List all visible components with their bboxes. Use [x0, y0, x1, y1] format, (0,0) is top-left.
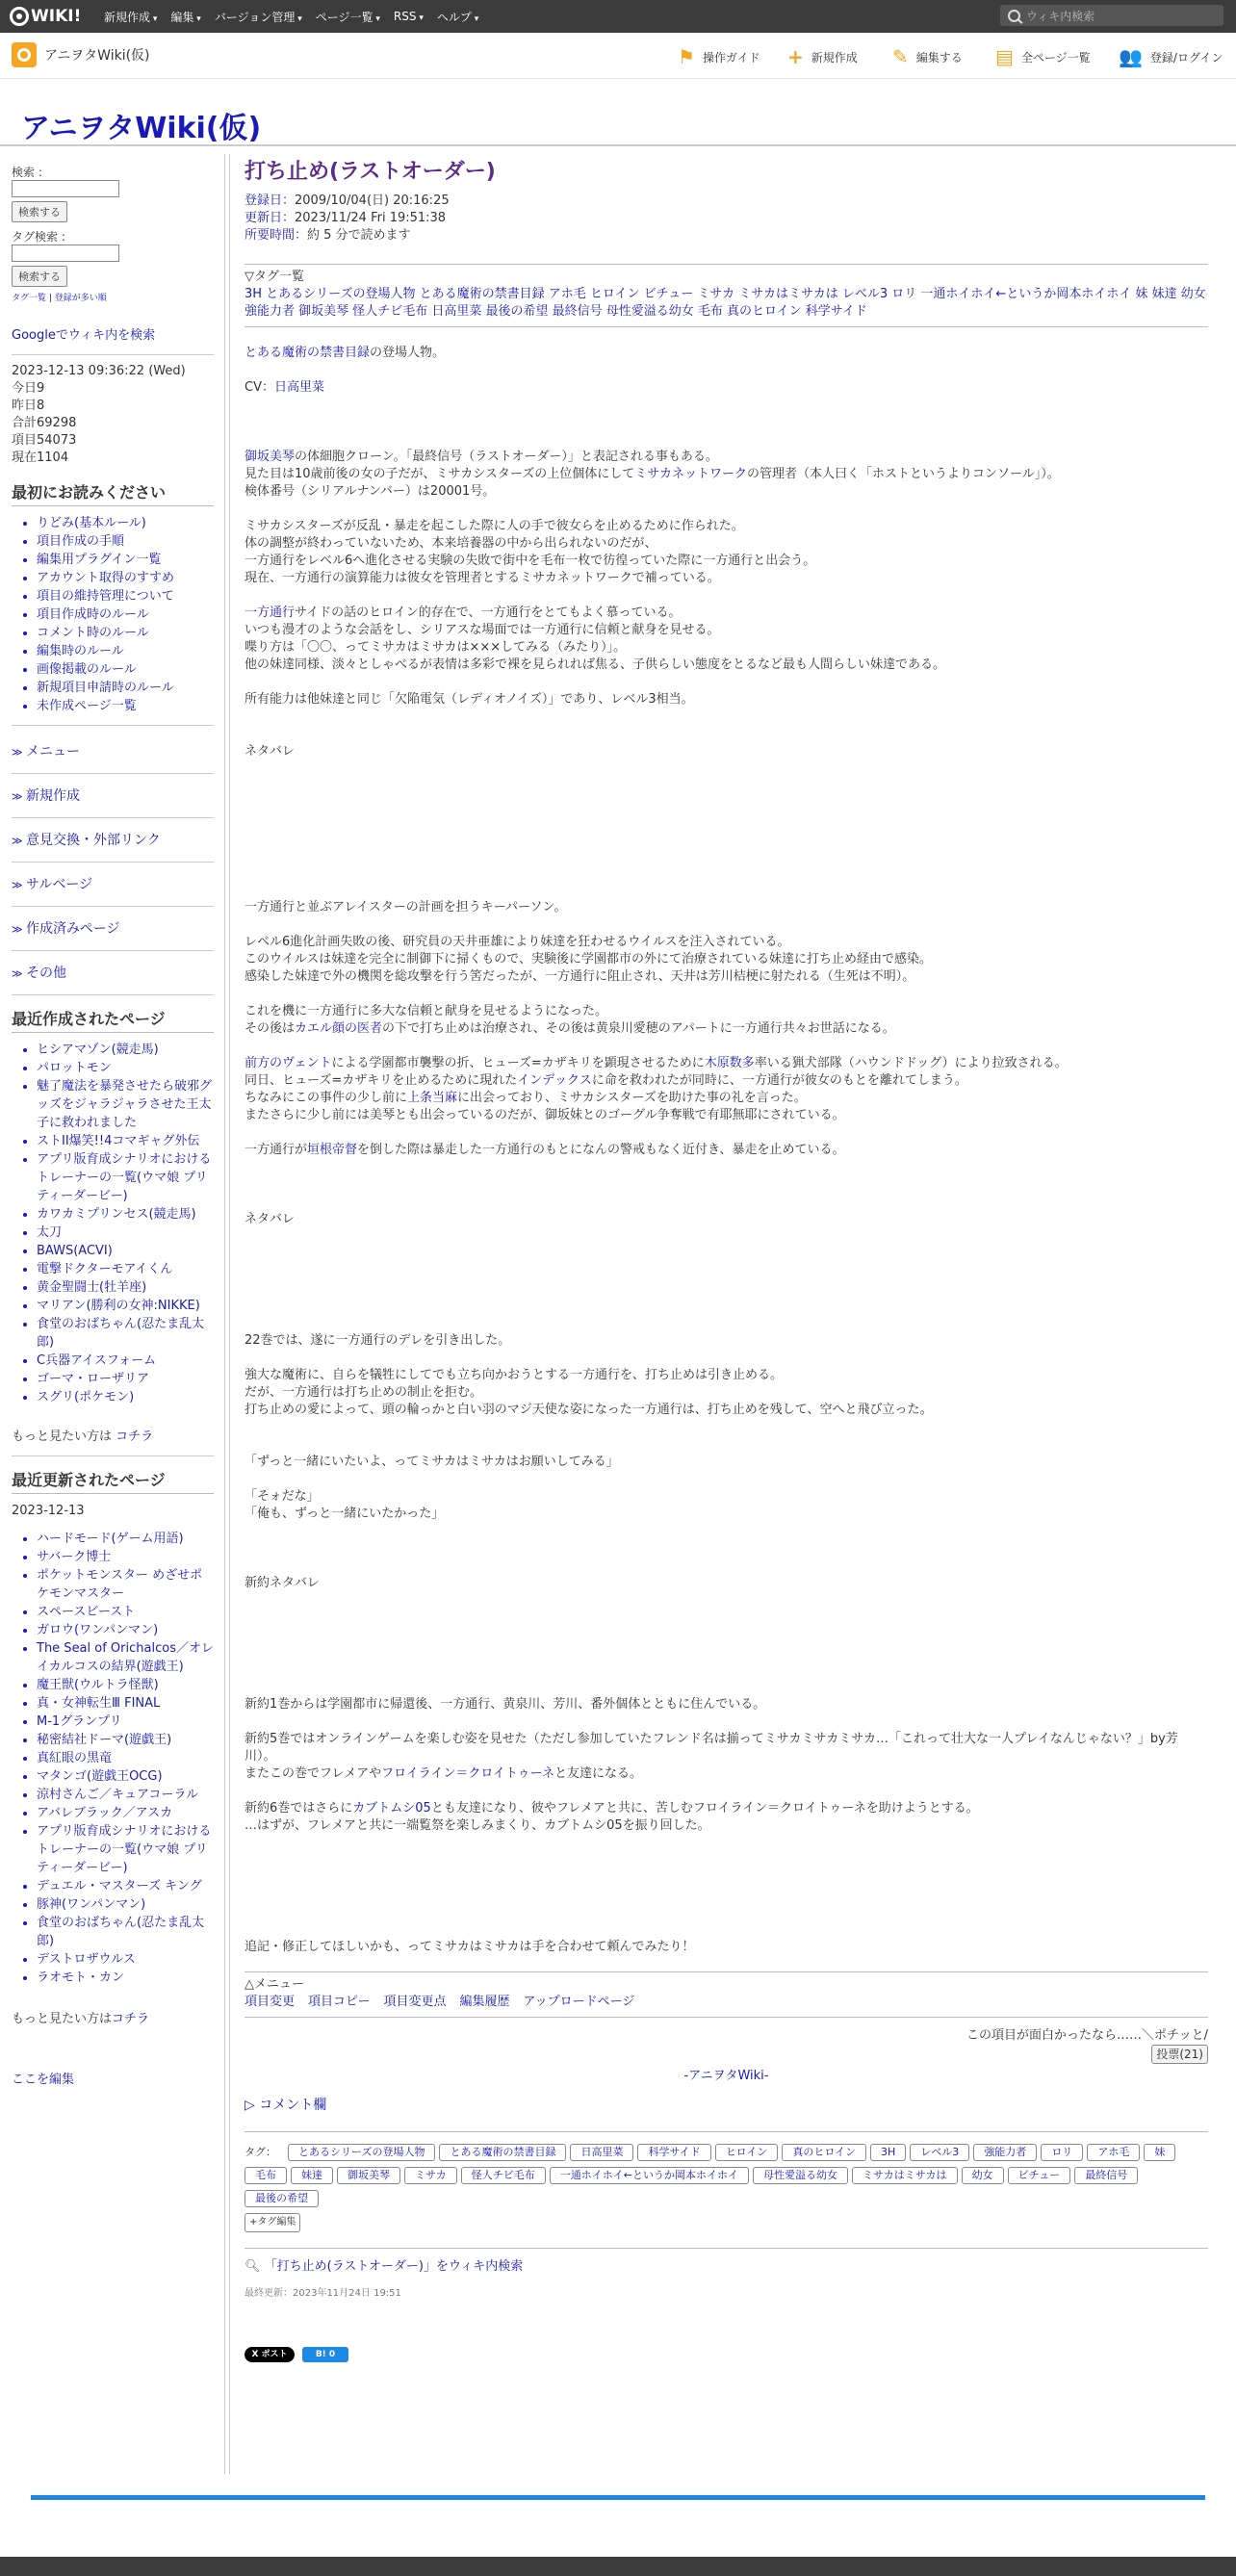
text-line: とも友達になり、彼やフレメアと共に、苦しむフロイライン＝クロイトゥーネを助けようとする。: [430, 1801, 979, 1816]
list-item[interactable]: • ハードモード(ゲーム用語): [37, 1530, 214, 1548]
footer-bar: [0, 2557, 1236, 2576]
quote: 「俺も、ずっと一緒にいたかった」: [245, 1507, 445, 1521]
text-line: 新約6巻ではさらに: [245, 1801, 353, 1816]
more-label: もっと見たい方は: [12, 2012, 113, 2026]
vote-text: この項目が面白かったなら……＼ポチッと/: [966, 2028, 1208, 2043]
share-buttons: [245, 2347, 1208, 2362]
x-share-button[interactable]: X ポスト: [245, 2347, 295, 2362]
pencil-icon: ✎: [892, 45, 909, 68]
list-item[interactable]: • サバーク博士: [37, 1548, 214, 1566]
paragraph: [245, 1003, 1208, 1038]
more-link[interactable]: コチラ: [116, 1430, 154, 1444]
list-item[interactable]: • M-1グランプリ: [37, 1713, 214, 1731]
tags-label: タグ：: [245, 2146, 276, 2158]
tag-button[interactable]: 妹: [1144, 2144, 1175, 2161]
menu-toggle[interactable]: △メニュー: [245, 1977, 304, 1992]
list-item[interactable]: • デュエル・マスターズ キング: [37, 1877, 214, 1895]
recent-created-list: [12, 1041, 214, 1406]
network-link[interactable]: ミサカネットワーク: [634, 467, 747, 481]
spoiler-label: ネタバレ: [245, 1212, 295, 1226]
freuline-link[interactable]: フロイライン＝クロイトゥーネ: [381, 1766, 554, 1781]
list-item[interactable]: • ゴーマ・ローザリア: [37, 1370, 214, 1388]
list-item[interactable]: • The Seal of Orichalcos／オレイカルコスの結界(遊戯王): [37, 1639, 214, 1676]
list-item[interactable]: • ラオモト・カン: [37, 1969, 214, 1987]
text-line: 22巻では、遂に一方通行のデレを引き出した。: [245, 1333, 511, 1348]
list-item[interactable]: • 太刀: [37, 1224, 214, 1242]
time-label[interactable]: 所要時間: [245, 228, 296, 243]
edit-button[interactable]: [892, 45, 963, 68]
page-title[interactable]: 打ち止め(ラストオーダー): [245, 160, 496, 184]
first-read-list: [12, 514, 214, 715]
tag-button[interactable]: 真のヒロイン: [782, 2144, 866, 2161]
tag-button[interactable]: 一通ホイホイ←というか岡本ホイホイ: [550, 2167, 749, 2184]
diff-link[interactable]: 項目変更点: [383, 1995, 447, 2009]
nav-version[interactable]: バージョン管理 ▾: [215, 9, 302, 25]
recent-created-heading: 最近作成されたページ: [12, 1007, 214, 1033]
tag-button[interactable]: 日高里菜: [570, 2144, 633, 2161]
reg-value: ：2009/10/04(日) 20:16:25: [282, 193, 450, 208]
list-item[interactable]: • ヒシアマゾン(競走馬): [37, 1041, 214, 1059]
tag-button[interactable]: 科学サイド: [637, 2144, 710, 2161]
upd-value: ：2023/11/24 Fri 19:51:38: [282, 211, 447, 225]
list-item[interactable]: • パロットモン: [37, 1059, 214, 1077]
cv-link[interactable]: 日高里菜: [273, 380, 324, 395]
site-title[interactable]: アニヲタWiki(仮): [21, 112, 262, 145]
list-item[interactable]: • 項目作成時のルール: [37, 605, 214, 624]
all-pages-button[interactable]: [995, 45, 1091, 68]
paragraph: [245, 1055, 1208, 1124]
text-line: またさらに少し前には美琴とも出会っているのだが、御坂妹とのゴーグル争奪戦で有耶無耶にされている。: [245, 1108, 845, 1122]
main-content: [245, 160, 1208, 2362]
top-nav: [104, 0, 492, 33]
comment-link[interactable]: ▷ コメント欄: [245, 2098, 327, 2113]
flag-icon: ⚑: [678, 45, 695, 68]
counter-items: 項目54073: [12, 433, 77, 448]
reg-label[interactable]: 登録日: [245, 193, 283, 208]
misaka-link[interactable]: 御坂美琴: [245, 450, 296, 464]
spoiler-label: 新約ネタバレ: [245, 1576, 320, 1590]
paragraph: [245, 1800, 1208, 1835]
counter-now: 現在1104: [12, 451, 69, 465]
text-line: 所有能力は他妹達と同じ「欠陥電気（レディオノイズ）」であり、レベル3相当。: [245, 692, 694, 707]
text-line: 他の妹達同様、淡々としゃべるが表情は多彩で裸を見られれば焦る、子供らしい態度をとるなど最も人間らしい妹達である。: [245, 657, 946, 672]
footer-line: [31, 2495, 1205, 2500]
history-link[interactable]: 編集履歴: [459, 1995, 510, 2009]
list-item[interactable]: • ガロウ(ワンパンマン): [37, 1621, 214, 1639]
kakine-link[interactable]: 垣根帝督: [307, 1143, 358, 1157]
login-label: 登録/ログイン: [1149, 50, 1223, 64]
text-line: またこの巻でフレメアや: [245, 1766, 382, 1781]
tag-edit-button[interactable]: +タグ編集: [245, 2213, 300, 2232]
item-links: [245, 1994, 1208, 2011]
more-updated: [12, 2008, 214, 2026]
doctor-link[interactable]: カエル顔の医者: [295, 1021, 383, 1036]
text-line: その後は: [245, 1021, 296, 1036]
recent-updated-list: [12, 1530, 214, 1987]
paragraph: [245, 934, 1208, 986]
search-icon: 🔍︎: [245, 2259, 265, 2274]
all-pages-label: 全ページ一覧: [1020, 50, 1091, 64]
other-section[interactable]: ≫ その他: [12, 965, 214, 983]
text-line: 体の調整が終わっていないため、本来培養器の中から出られないのだが、: [245, 536, 657, 551]
quote: 「ずっと一緒にいたいよ、ってミサカはミサカはお願いしてみる」: [245, 1455, 619, 1469]
text-line: を倒した際は暴走した一方通行のもとになんの警戒もなく近付き、暴走を止めている。: [357, 1143, 845, 1157]
site-logo-icon: [12, 42, 37, 67]
kihara-link[interactable]: 木原数多: [704, 1056, 755, 1070]
list-item[interactable]: • 編集用プラグイン一覧: [37, 551, 214, 569]
edit-sidebar-link[interactable]: ここを編集: [12, 2073, 75, 2087]
more-label: もっと見たい方は: [12, 1430, 113, 1444]
tag-button[interactable]: ビチュー: [1008, 2167, 1071, 2184]
upload-link[interactable]: アップロードページ: [523, 1995, 635, 2009]
tag-button[interactable]: 怪人チビ毛布: [461, 2167, 546, 2184]
list-item[interactable]: • 編集時のルール: [37, 642, 214, 660]
text-line: に命を救われたが同時に、一方通行が彼女のもとを離れてしまう。: [591, 1073, 967, 1088]
upd-label[interactable]: 更新日: [245, 211, 283, 225]
search-placeholder: ウィキ内検索: [1026, 9, 1095, 23]
list-item[interactable]: • 黄金聖闘士(牡羊座): [37, 1278, 214, 1297]
tag-button[interactable]: 3H: [870, 2144, 906, 2161]
document-icon: ▤: [995, 45, 1014, 68]
list-item[interactable]: • コメント時のルール: [37, 624, 214, 642]
first-read-heading: 最初にお読みください: [12, 480, 214, 506]
hatena-bookmark-button[interactable]: B! 0: [302, 2347, 348, 2362]
at-icon: [10, 7, 29, 26]
guide-button[interactable]: [678, 45, 760, 68]
text-line: 率いる猟犬部隊（ハウンドドッグ）により拉致される。: [754, 1056, 1068, 1070]
text-line: に出会っており、ミサカシスターズを助けた事の礼を言った。: [457, 1091, 807, 1105]
list-item[interactable]: • 食堂のおばちゃん(忍たま乱太郎): [37, 1315, 214, 1352]
text-line: 現在、一方通行の演算能力は彼女を管理者とするミサカネットワークで補っている。: [245, 571, 720, 585]
text-line: …はずが、フレメアと共に一端覧祭を楽しみまくり、カブトムシ05を振り回した。: [245, 1818, 710, 1833]
text-line: レベル6進化計画失敗の後、研究員の天井亜雄により妹達を狂わせるウイルスを注入されている。: [245, 935, 790, 949]
counter-today: 今日9: [12, 381, 45, 396]
kamijou-link[interactable]: 上条当麻: [407, 1091, 458, 1105]
sidebar-search-input[interactable]: [12, 180, 119, 197]
list-item[interactable]: • 真・女神転生Ⅲ FINAL: [37, 1694, 214, 1713]
edit-label: 編集する: [915, 50, 963, 64]
list-item[interactable]: • ストII爆笑!!4コマギャグ外伝: [37, 1132, 214, 1150]
cv-line: [245, 379, 1208, 397]
list-item[interactable]: • 画像掲載のルール: [37, 660, 214, 679]
list-item[interactable]: • りどみ(基本ルール): [37, 514, 214, 532]
tag-button[interactable]: 幼女: [962, 2167, 1004, 2184]
tag-button[interactable]: 最後の希望: [245, 2190, 319, 2207]
access-counter: [12, 363, 214, 467]
nav-help[interactable]: ヘルプ ▾: [437, 9, 478, 25]
list-item[interactable]: • ポケットモンスター めざせポケモンマスター: [37, 1566, 214, 1603]
search-icon: [1008, 10, 1020, 22]
text-line: の管理者（本人曰く「ホストというよりコンソール」）。: [747, 467, 1060, 481]
intro-link[interactable]: とある魔術の禁書目録: [245, 346, 371, 360]
column-divider: [224, 154, 230, 2474]
paragraph: [245, 605, 1208, 674]
list-item[interactable]: • 食堂のおばちゃん(忍たま乱太郎): [37, 1914, 214, 1950]
wiki-logo[interactable]: [10, 5, 81, 28]
text-line: 一方通行が: [245, 1143, 308, 1157]
text-line: 新約5巻ではオンラインゲームを楽しむ姿を見せた（ただし参加していたフレンド名は揃ってミサカミサカミサカ…「これって壮大な一人プレイなんじゃない？」by芳川）。: [245, 1732, 1178, 1764]
text-line: 一方通行をレベル6へ進化させる実験の失敗で街中を毛布一枚で彷徨っていた際に一方通行と出会う。: [245, 554, 816, 568]
tag-button[interactable]: 御坂美琴: [337, 2167, 400, 2184]
list-item[interactable]: • BAWS(ACVI): [37, 1242, 214, 1260]
text-line: いつも漫才のような会話をし、シリアスな場面では一方通行に信頼と献身を見せる。: [245, 623, 720, 637]
paragraph: [245, 1488, 1208, 1523]
list-item[interactable]: • アバレブラック／アスカ: [37, 1804, 214, 1822]
list-item[interactable]: • デストロザウルス: [37, 1950, 214, 1969]
wiki-search-input[interactable]: [1000, 5, 1223, 26]
list-item[interactable]: • 涼村さんご／キュアコーラル: [37, 1786, 214, 1804]
list-item[interactable]: • 項目作成の手順: [37, 532, 214, 551]
tag-button[interactable]: 最終信号: [1074, 2167, 1138, 2184]
tag-button[interactable]: ロリ: [1041, 2144, 1083, 2161]
list-item[interactable]: • マリアン(勝利の女神:NIKKE): [37, 1297, 214, 1315]
text-line: 見た目は10歳前後の女の子だが、ミサカシスターズの上位個体にして: [245, 467, 635, 481]
recent-updated-date: 2023-12-13: [12, 1504, 85, 1518]
salvage-section[interactable]: ≫ サルベージ: [12, 876, 214, 894]
vento-link[interactable]: 前方のヴェント: [245, 1056, 332, 1070]
site-bar: [0, 33, 1236, 79]
index-link[interactable]: インデックス: [517, 1073, 592, 1088]
quote: 「そォだな」: [245, 1489, 320, 1504]
list-item[interactable]: • スグリ(ポケモン): [37, 1388, 214, 1406]
cv-label: CV：: [245, 380, 274, 395]
copy-item-link[interactable]: 項目コピー: [308, 1995, 371, 2009]
sidebar: [12, 164, 214, 2087]
wiki-search-label: 「打ち止め(ラストオーダー)」をウィキ内検索: [264, 2259, 524, 2274]
nav-pagelist[interactable]: ページ一覧 ▾: [316, 9, 380, 25]
nav-rss[interactable]: RSS ▾: [394, 10, 424, 23]
users-icon: 👥: [1119, 45, 1143, 68]
new-section[interactable]: ≫ 新規作成: [12, 787, 214, 806]
list-item[interactable]: • アカウント取得のすすめ: [37, 569, 214, 587]
logo-text: WIKI!: [31, 7, 82, 26]
plus-icon: +: [787, 45, 804, 68]
list-item[interactable]: • 魔王獣(ウルトラ怪獣): [37, 1676, 214, 1694]
tag-button[interactable]: ヒロイン: [715, 2144, 779, 2161]
list-item[interactable]: • スペースビースト: [37, 1603, 214, 1621]
list-item[interactable]: • アプリ版育成シナリオにおけるトレーナーの一覧(ウマ娘 プリティーダービー): [37, 1150, 214, 1205]
list-item[interactable]: • マタンゴ(遊戯王OCG): [37, 1767, 214, 1786]
kabutomushi-link[interactable]: カブトムシ05: [352, 1801, 431, 1816]
tag-search-label: タグ検索 :: [12, 230, 65, 244]
vote-area: [245, 2045, 1208, 2064]
text-line: だが、一方通行は打ち止めの制止を拒む。: [245, 1385, 483, 1400]
tag-button[interactable]: ミサカはミサカは: [852, 2167, 958, 2184]
list-item[interactable]: • 真紅眼の黒竜: [37, 1749, 214, 1767]
text-line: 同日、ヒューズ=カザキリを止めるために現れた: [245, 1073, 518, 1088]
links-section[interactable]: ≫ 意見交換・外部リンク: [12, 832, 214, 850]
recent-updated-heading: 最近更新されたページ: [12, 1468, 214, 1494]
tag-list[interactable]: 3H とあるシリーズの登場人物 とある魔術の禁書目録 アホ毛 ヒロイン ビチュー ミサカ ミサカはミサカは レベル3 ロリ 一通ホイホイ←というか岡本ホイホイ 妹 妹達 幼女 強能力者 御坂美琴 怪人チビ毛布 日高里菜 最後の希望 最終信号 母性愛溢る幼女 毛布 真のヒロイン 科学サイド: [245, 287, 1206, 319]
counter-date: 2023-12-13 09:36:22 (Wed): [12, 364, 186, 378]
guide-label: 操作ガイド: [702, 50, 760, 64]
more-link[interactable]: コチラ: [112, 2012, 150, 2026]
google-search-link[interactable]: Googleでウィキ内を検索: [12, 328, 156, 343]
list-item[interactable]: • カワカミプリンセス(競走馬): [37, 1205, 214, 1224]
closing-line: 追記・修正してほしいかも、ってミサカはミサカは手を合わせて頼んでみたり！: [245, 1940, 695, 1954]
list-item[interactable]: • 豚神(ワンパンマン): [37, 1895, 214, 1914]
site-signature[interactable]: -アニヲタWiki-: [683, 2069, 769, 2083]
vote-button[interactable]: 投票(21): [1151, 2045, 1208, 2064]
tag-button[interactable]: 妹達: [291, 2167, 333, 2184]
last-updated: 最終更新：2023年11月24日 19:51: [245, 2288, 401, 2299]
text-line: 検体番号（シリアルナンバー）は20001号。: [245, 484, 496, 499]
list-item[interactable]: • C兵器アイスフォーム: [37, 1352, 214, 1370]
text-line: このウイルスは妹達を完全に制御下に掃くもので、実験後に学園都市の外にて治療されている妹達に打ち止め経由で感染。: [245, 952, 932, 966]
tag-button[interactable]: とあるシリーズの登場人物: [288, 2144, 435, 2161]
text-line: ちなみにこの事件の少し前に: [245, 1091, 408, 1105]
tag-list-toggle[interactable]: ▽タグ一覧: [245, 270, 304, 284]
text-line: 新約1巻からは学園都市に帰還後、一方通行、黄泉川、芳川、番外個体とともに住んでいる。: [245, 1697, 766, 1712]
tag-area: [245, 2144, 1208, 2213]
list-item[interactable]: • 秘密結社ドーマ(遊戯王): [37, 1731, 214, 1749]
time-value: ：約 5 分で読めます: [295, 228, 411, 243]
paragraph: [245, 1142, 1208, 1159]
sidebar-search-button[interactable]: 検索する: [12, 201, 67, 222]
tag-search-button[interactable]: 検索する: [12, 266, 67, 287]
text-line: の体細胞クローン。「最終信号（ラストオーダー）」と表記される事もある。: [295, 450, 718, 464]
list-item[interactable]: • 新規項目申請時のルール: [37, 679, 214, 697]
intro-text: の登場人物。: [370, 346, 446, 360]
top-bar: [0, 0, 1236, 33]
text-line: 強大な魔術に、自らを犠牲にしてでも立ち向かおうとする一方通行を、打ち止めは引き止める。: [245, 1368, 784, 1382]
site-brand[interactable]: [12, 42, 150, 67]
new-page-button[interactable]: [787, 45, 858, 68]
menu-section[interactable]: ≫ メニュー: [12, 743, 214, 761]
list-item[interactable]: • 魅了魔法を暴発させたら破邪グッズをジャラジャラさせた王太子に救われました: [37, 1077, 214, 1132]
tag-button[interactable]: とある魔術の禁書目録: [439, 2144, 566, 2161]
text-line: の下で打ち止めは治療され、その後は黄泉川愛穂のアパートに一方通行共々お世話になる。: [382, 1021, 895, 1036]
login-button[interactable]: [1119, 45, 1223, 68]
list-item[interactable]: • 項目の維持管理について: [37, 587, 214, 605]
tag-button[interactable]: 毛布: [245, 2167, 287, 2184]
paragraph: [245, 449, 1208, 501]
list-item[interactable]: • 未作成ページ一覧: [37, 697, 214, 715]
nav-edit[interactable]: 編集 ▾: [170, 9, 200, 25]
text-line: による学園都市襲撃の折、ヒューズ=カザキリを顕現させるために: [331, 1056, 705, 1070]
accelerator-link[interactable]: 一方通行: [245, 605, 296, 620]
search-label: 検索 :: [12, 166, 42, 179]
text-line: サイドの話のヒロイン的存在で、一方通行をとてもよく慕っている。: [295, 605, 682, 620]
intro-line: [245, 345, 1208, 362]
text-line: これを機に一方通行に多大な信頼と献身を見せるようになった。: [245, 1004, 608, 1018]
tag-button[interactable]: 母性愛溢る幼女: [753, 2167, 848, 2184]
page-meta: [245, 193, 1208, 245]
text-line: 一方通行と並ぶアレイスターの計画を担うキーパーソン。: [245, 900, 567, 914]
list-item[interactable]: • 電撃ドクターモアイくん: [37, 1260, 214, 1278]
paragraph: [245, 1731, 1208, 1783]
more-created: [12, 1426, 214, 1444]
tag-button[interactable]: レベル3: [910, 2144, 969, 2161]
counter-yesterday: 昨日8: [12, 399, 45, 413]
tag-search-input[interactable]: [12, 245, 119, 262]
text-line: 打ち止めの愛によって、頭の輪っかと白い羽のマジ天使な姿になった一方通行は、打ち止めを残して、空へと飛び立った。: [245, 1403, 933, 1417]
wiki-search-link[interactable]: [245, 2258, 1208, 2276]
created-section[interactable]: ≫ 作成済みページ: [12, 920, 214, 939]
tag-list-links[interactable]: タグ一覧 | 登録が多い順: [12, 294, 107, 303]
nav-new[interactable]: 新規作成 ▾: [104, 9, 157, 25]
text-line: と友達になる。: [554, 1766, 642, 1781]
tag-button[interactable]: 強能力者: [973, 2144, 1037, 2161]
list-item[interactable]: • アプリ版育成シナリオにおけるトレーナーの一覧(ウマ娘 プリティーダービー): [37, 1822, 214, 1877]
text-line: 感染した妹達で外の機関を総攻撃を行う筈だったが、一方通行に阻止され、天井は芳川桔梗に射たれる（生死は不明）。: [245, 969, 915, 984]
new-page-label: 新規作成: [811, 50, 858, 64]
tag-button[interactable]: アホ毛: [1087, 2144, 1140, 2161]
tag-button[interactable]: ミサカ: [404, 2167, 457, 2184]
paragraph: [245, 518, 1208, 587]
text-line: ミサカシスターズが反乱・暴走を起こした際に人の手で彼女らを止めるために作られた。: [245, 519, 744, 533]
change-item-link[interactable]: 項目変更: [245, 1995, 296, 2009]
counter-total: 合計69298: [12, 416, 77, 430]
site-name: アニヲタWiki(仮): [44, 48, 150, 64]
site-banner: [0, 96, 1236, 146]
paragraph: [245, 1367, 1208, 1419]
spoiler-label: ネタバレ: [245, 744, 295, 759]
text-line: 喋り方は「〇〇、ってミサカはミサカは×××してみる（みたり）」。: [245, 640, 627, 655]
